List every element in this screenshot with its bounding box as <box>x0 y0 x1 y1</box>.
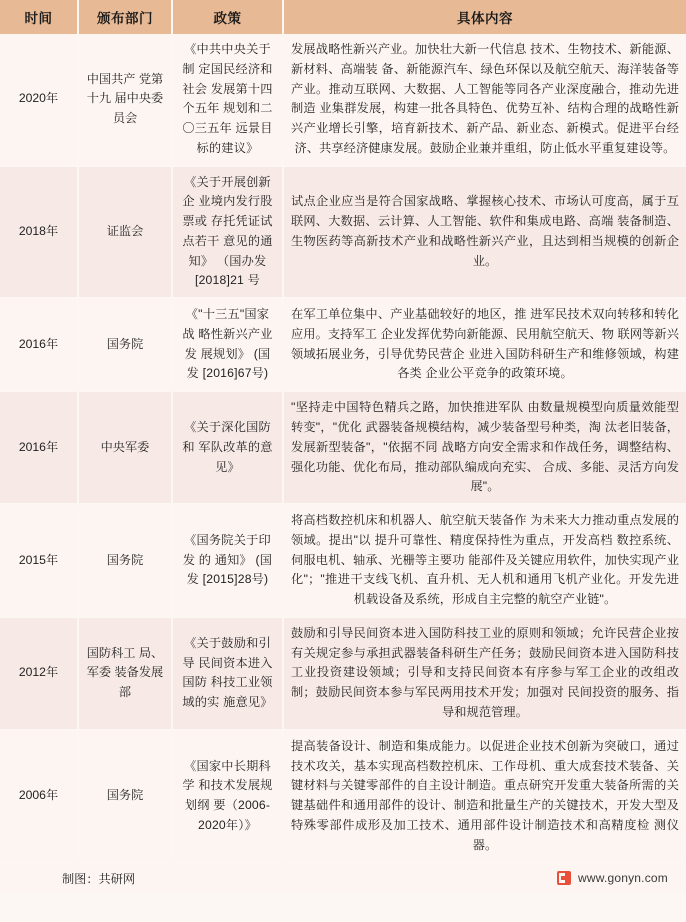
column-header-time: 时间 <box>0 0 78 34</box>
cell-dept: 中国共产 党第十九 届中央委 员会 <box>78 34 172 166</box>
cell-policy: 《关于深化国防和 军队改革的意见》 <box>172 391 283 504</box>
column-header-dept: 颁布部门 <box>78 0 172 34</box>
brand-url: www.gonyn.com <box>578 871 668 886</box>
cell-detail: 试点企业应当是符合国家战略、掌握核心技术、市场认可度高，属于互联网、大数据、云计算、人工智能、软件和集成电路、高端 装备制造、生物医药等高新技术产业和战略性新兴产业，且达到相当规模的创新企业。 <box>283 166 686 299</box>
cell-detail: 将高档数控机床和机器人、航空航天装备作 为未来大力推动重点发展的领域。提出"以 提升可靠性、精度保持性为重点，开发高档 数控系统、伺服电机、轴承、光栅等主要功 能部件及关键应用软件，加快实现产业化"；"推进干支线飞机、直升机、无人机和通用飞机产业化。开发先进机载设备及系统，形成自主完整的航空产业链"。 <box>283 504 686 617</box>
cell-detail: 在军工单位集中、产业基础较好的地区，推 进军民技术双向转移和转化应用。支持军工 企业发挥优势向新能源、民用航空航天、物 联网等新兴领域拓展业务，引导优势民营企 业进入国防科研生产和维修领域，构建各类 企业公平竞争的政策环境。 <box>283 298 686 391</box>
cell-policy: 《关于开展创新企 业境内发行股票或 存托凭证试点若干 意见的通知》 （国办发[2018]21 号 <box>172 166 283 299</box>
footer-credit: 制图：共研网 <box>62 871 136 886</box>
cell-dept: 国务院 <box>78 504 172 617</box>
table-row <box>0 617 686 730</box>
cell-time: 2016年 <box>0 391 78 504</box>
table-row <box>0 730 686 863</box>
table-row <box>0 298 686 391</box>
table-body <box>0 34 686 862</box>
cell-policy: 《中共中央关于制 定国民经济和社会 发展第十四个五年 规划和二〇三五年 远景目标的建议》 <box>172 34 283 166</box>
table-footer <box>0 863 686 893</box>
cell-time: 2018年 <box>0 166 78 299</box>
table-row <box>0 34 686 166</box>
cell-time: 2012年 <box>0 617 78 730</box>
cell-detail: "坚持走中国特色精兵之路，加快推进军队 由数量规模型向质量效能型转变"，"优化 武器装备规模结构，减少装备型号种类，淘 汰老旧装备，发展新型装备"，"依据不同 战略方向安全需求和作战任务，调整结构、 强化功能、优化布局，推动部队编成向充实、 合成、多能、灵活方向发展"。 <box>283 391 686 504</box>
table-row <box>0 166 686 299</box>
cell-dept: 国务院 <box>78 298 172 391</box>
table-row <box>0 391 686 504</box>
cell-time: 2016年 <box>0 298 78 391</box>
cell-time: 2006年 <box>0 730 78 863</box>
cell-detail: 发展战略性新兴产业。加快壮大新一代信息 技术、生物技术、新能源、新材料、高端装 备、新能源汽车、绿色环保以及航空航天、海洋装备等产业。推动互联网、大数据、人工智能等同各产业深度融合，推动先进制造 业集群发展，构建一批各具特色、优势互补、结构合理的战略性新兴产业增长引擎，培育新技术、新产品、新业态、新模式。促进平台经济、共享经济健康发展。鼓励企业兼并重组，防止低水平重复建设等。 <box>283 34 686 166</box>
cell-dept: 国务院 <box>78 730 172 863</box>
gonyn-logo-icon <box>557 871 571 885</box>
cell-time: 2020年 <box>0 34 78 166</box>
column-header-detail: 具体内容 <box>283 0 686 34</box>
cell-detail: 提高装备设计、制造和集成能力。以促进企业技术创新为突破口，通过技术攻关，基本实现高档数控机床、工作母机、重大成套技术装备、关键材料与关键零部件的自主设计制造。重点研究开发重大装备所需的关键基础件和通用部件的设计、制造和批量生产的关键技术，开发大型及特殊零部件成形及加工技术、通用部件设计制造技术和高精度检 测仪器。 <box>283 730 686 863</box>
cell-dept: 证监会 <box>78 166 172 299</box>
cell-policy: 《国家中长期科学 和技术发展规划纲 要（2006-2020年）》 <box>172 730 283 863</box>
column-header-policy: 政策 <box>172 0 283 34</box>
footer-brand <box>557 863 668 893</box>
table-row <box>0 504 686 617</box>
cell-detail: 鼓励和引导民间资本进入国防科技工业的原则和领域；允许民营企业按有关规定参与承担武器装备科研生产任务；鼓励民间资本进入国防科技工业投资建设领域；引导和支持民间资本有序参与军工企业的改组改制；鼓励民间资本参与军民两用技术开发；加强对 民间投资的服务、指导和规范管理。 <box>283 617 686 730</box>
cell-policy: 《国务院关于印发 的 通知》 (国发 [2015]28号) <box>172 504 283 617</box>
cell-time: 2015年 <box>0 504 78 617</box>
cell-dept: 中央军委 <box>78 391 172 504</box>
cell-dept: 国防科工 局、军委 装备发展 部 <box>78 617 172 730</box>
table-header <box>0 0 686 34</box>
cell-policy: 《关于鼓励和引导 民间资本进入国防 科技工业领域的实 施意见》 <box>172 617 283 730</box>
table-header-row <box>0 0 686 34</box>
cell-policy: 《"十三五"国家战 略性新兴产业发 展规划》 (国发 [2016]67号) <box>172 298 283 391</box>
